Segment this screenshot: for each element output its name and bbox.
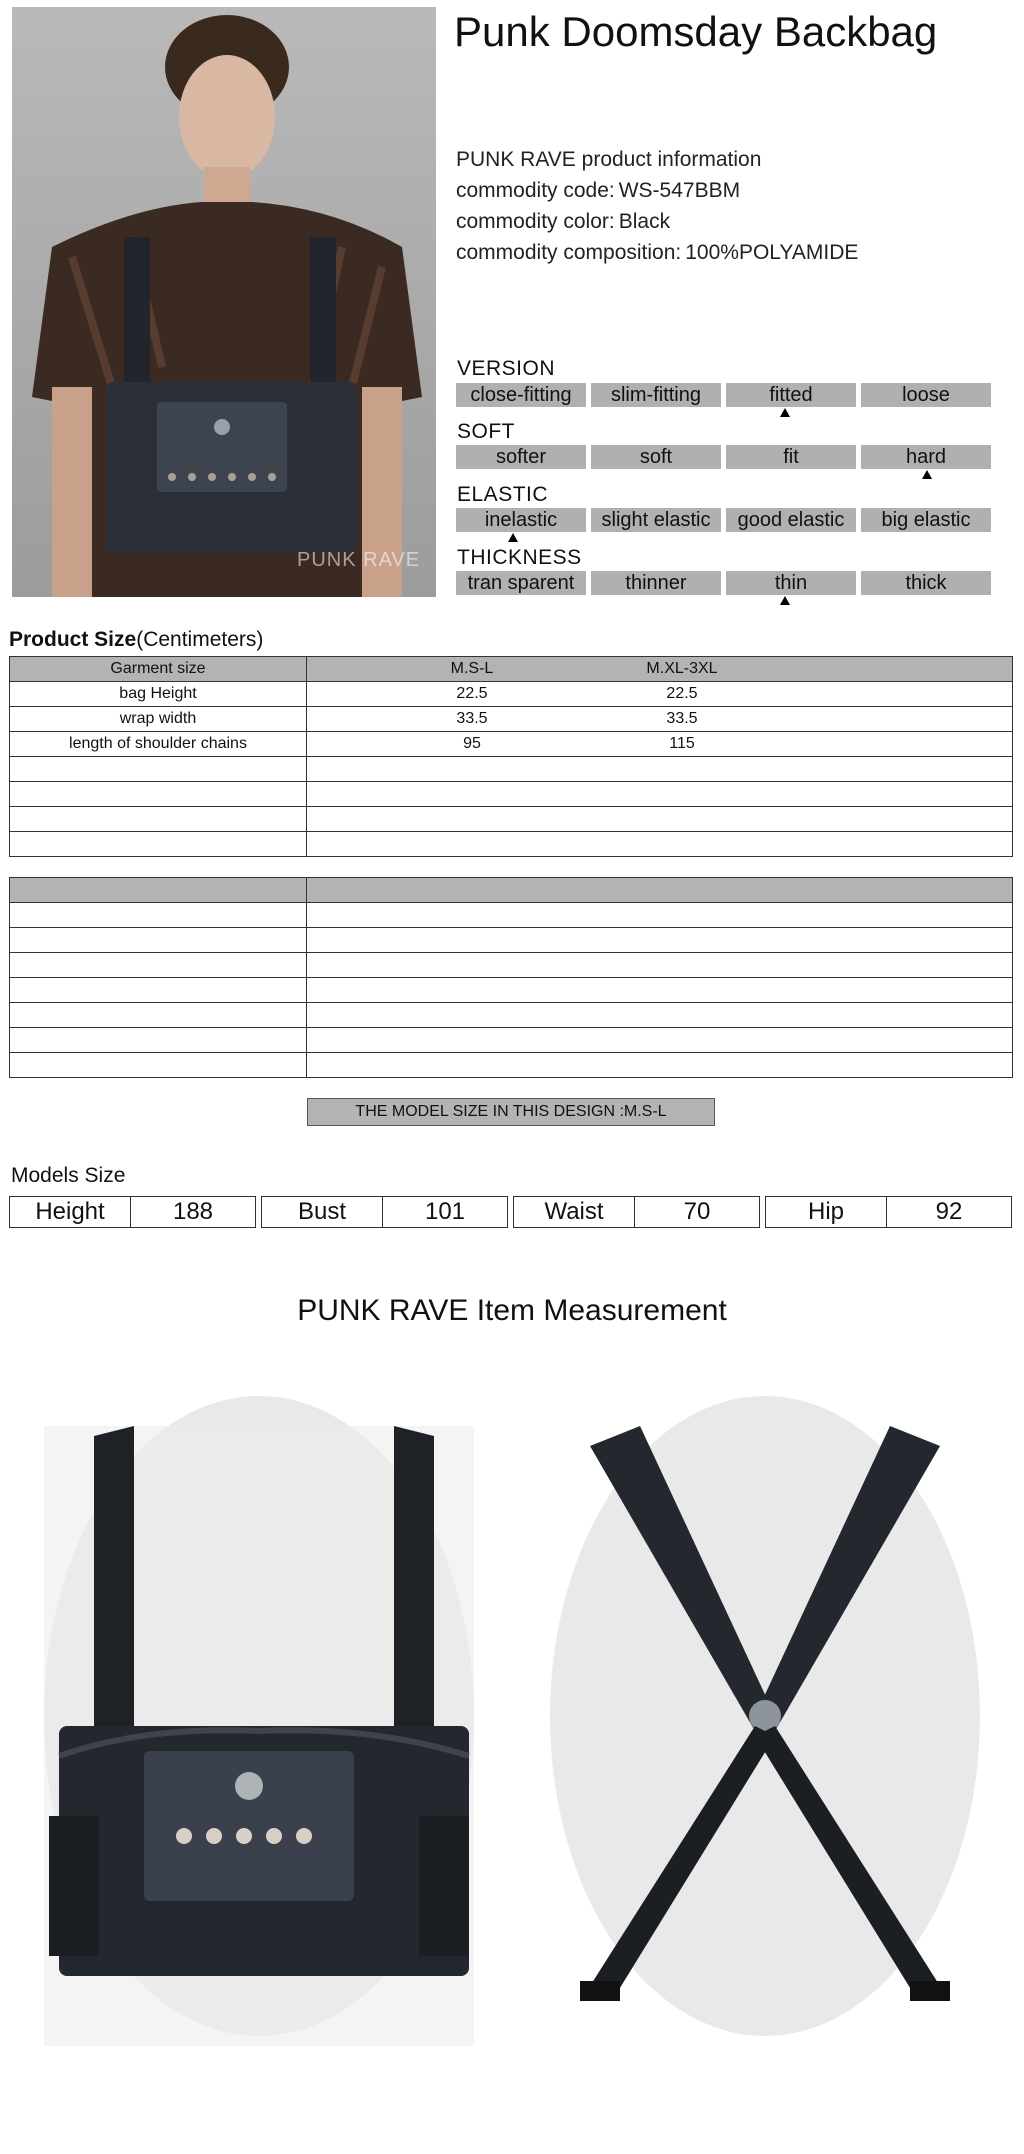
- model-height-label: Height: [10, 1197, 131, 1227]
- soft-option: soft: [591, 445, 721, 469]
- commodity-composition-row: [456, 237, 862, 268]
- model-hip-label: Hip: [766, 1197, 887, 1227]
- row-label: wrap width: [10, 707, 307, 732]
- model-height-value: 188: [172, 1198, 214, 1225]
- soft-option: hard: [861, 445, 991, 469]
- row-value: 22.5: [456, 685, 488, 702]
- empty-row: [10, 978, 1013, 1003]
- back-harness-illustration: [530, 1386, 1000, 2046]
- elastic-option: inelastic: [456, 508, 586, 532]
- row-value: 115: [669, 735, 695, 752]
- size-table: [9, 656, 1013, 857]
- header-size-msl: M.S-L: [450, 660, 494, 677]
- empty-row: [10, 757, 1013, 782]
- model-waist-box: [513, 1196, 760, 1228]
- product-title: Punk Doomsday Backbag: [454, 8, 938, 55]
- version-option: close-fitting: [456, 383, 586, 407]
- version-selected-marker: [780, 408, 790, 417]
- size-unit: (Centimeters): [136, 628, 264, 651]
- table-row: [10, 682, 1013, 707]
- row-values: [307, 707, 1013, 732]
- model-illustration: [12, 7, 436, 597]
- composition-value: 100%POLYAMIDE: [685, 241, 859, 264]
- row-value: 33.5: [666, 710, 698, 727]
- model-hip-box: [765, 1196, 1012, 1228]
- elastic-option: big elastic: [861, 508, 991, 532]
- size-title-text: Product Size: [9, 628, 137, 651]
- elastic-option: good elastic: [726, 508, 856, 532]
- empty-row: [10, 928, 1013, 953]
- empty-row: [10, 903, 1013, 928]
- empty-row: [10, 1003, 1013, 1028]
- version-option: fitted: [726, 383, 856, 407]
- soft-option: softer: [456, 445, 586, 469]
- thickness-option: thick: [861, 571, 991, 595]
- header-garment-size: Garment size: [10, 657, 307, 682]
- table-row: [10, 732, 1013, 757]
- color-value: Black: [618, 210, 671, 233]
- row-value: 33.5: [456, 710, 488, 727]
- commodity-code-row: [456, 175, 862, 206]
- soft-selected-marker: [922, 470, 932, 479]
- empty-row: [10, 807, 1013, 832]
- empty-row: [10, 953, 1013, 978]
- attr-soft-label: SOFT: [457, 420, 515, 443]
- header-sizes: [307, 657, 1013, 682]
- table-row: [10, 707, 1013, 732]
- model-hip-value: 92: [935, 1198, 963, 1225]
- empty-table: [9, 877, 1013, 1078]
- version-option: slim-fitting: [591, 383, 721, 407]
- thickness-option: thin: [726, 571, 856, 595]
- size-table-header: [10, 657, 1013, 682]
- thickness-selected-marker: [780, 596, 790, 605]
- empty-row: [10, 832, 1013, 857]
- color-label: commodity color:: [456, 210, 615, 233]
- size-table-title: [9, 628, 263, 652]
- code-label: commodity code:: [456, 179, 615, 202]
- measurement-title: PUNK RAVE Item Measurement: [297, 1294, 727, 1327]
- model-waist-label: Waist: [514, 1197, 635, 1227]
- hero-photo: [12, 7, 436, 597]
- commodity-color-row: [456, 206, 862, 237]
- empty-table-header: [10, 878, 1013, 903]
- header-size-mxl: M.XL-3XL: [646, 660, 718, 677]
- front-bag-illustration: [24, 1386, 494, 2046]
- product-info: [456, 144, 862, 268]
- row-values: [307, 682, 1013, 707]
- elastic-option: slight elastic: [591, 508, 721, 532]
- thickness-option: tran sparent: [456, 571, 586, 595]
- empty-row: [10, 1028, 1013, 1053]
- attr-version-label: VERSION: [457, 357, 556, 380]
- model-bust-value: 101: [424, 1198, 466, 1225]
- version-option: loose: [861, 383, 991, 407]
- code-value: WS-547BBM: [618, 179, 741, 202]
- info-heading: PUNK RAVE product information: [456, 148, 762, 171]
- attr-soft-options: [456, 445, 991, 469]
- model-bust-label: Bust: [262, 1197, 383, 1227]
- empty-row: [10, 1053, 1013, 1078]
- row-label: length of shoulder chains: [10, 732, 307, 757]
- empty-row: [10, 782, 1013, 807]
- model-waist-value: 70: [683, 1198, 711, 1225]
- watermark-text: PUNK RAVE: [297, 549, 421, 571]
- row-values: [307, 732, 1013, 757]
- composition-label: commodity composition:: [456, 241, 682, 264]
- model-bust-box: [261, 1196, 508, 1228]
- row-value: 95: [463, 735, 481, 752]
- elastic-selected-marker: [508, 533, 518, 542]
- product-back-photo: [530, 1386, 1000, 2051]
- attr-elastic-options: [456, 508, 991, 532]
- attr-thickness-options: [456, 571, 991, 595]
- attr-thickness-label: THICKNESS: [457, 546, 582, 569]
- row-label: bag Height: [10, 682, 307, 707]
- product-front-photo: [24, 1386, 494, 2051]
- thickness-option: thinner: [591, 571, 721, 595]
- models-size-title: Models Size: [11, 1164, 126, 1187]
- model-height-box: [9, 1196, 256, 1228]
- row-value: 22.5: [666, 685, 698, 702]
- attr-version-options: [456, 383, 991, 407]
- model-size-note: THE MODEL SIZE IN THIS DESIGN :M.S-L: [307, 1098, 715, 1126]
- attr-elastic-label: ELASTIC: [457, 483, 549, 506]
- soft-option: fit: [726, 445, 856, 469]
